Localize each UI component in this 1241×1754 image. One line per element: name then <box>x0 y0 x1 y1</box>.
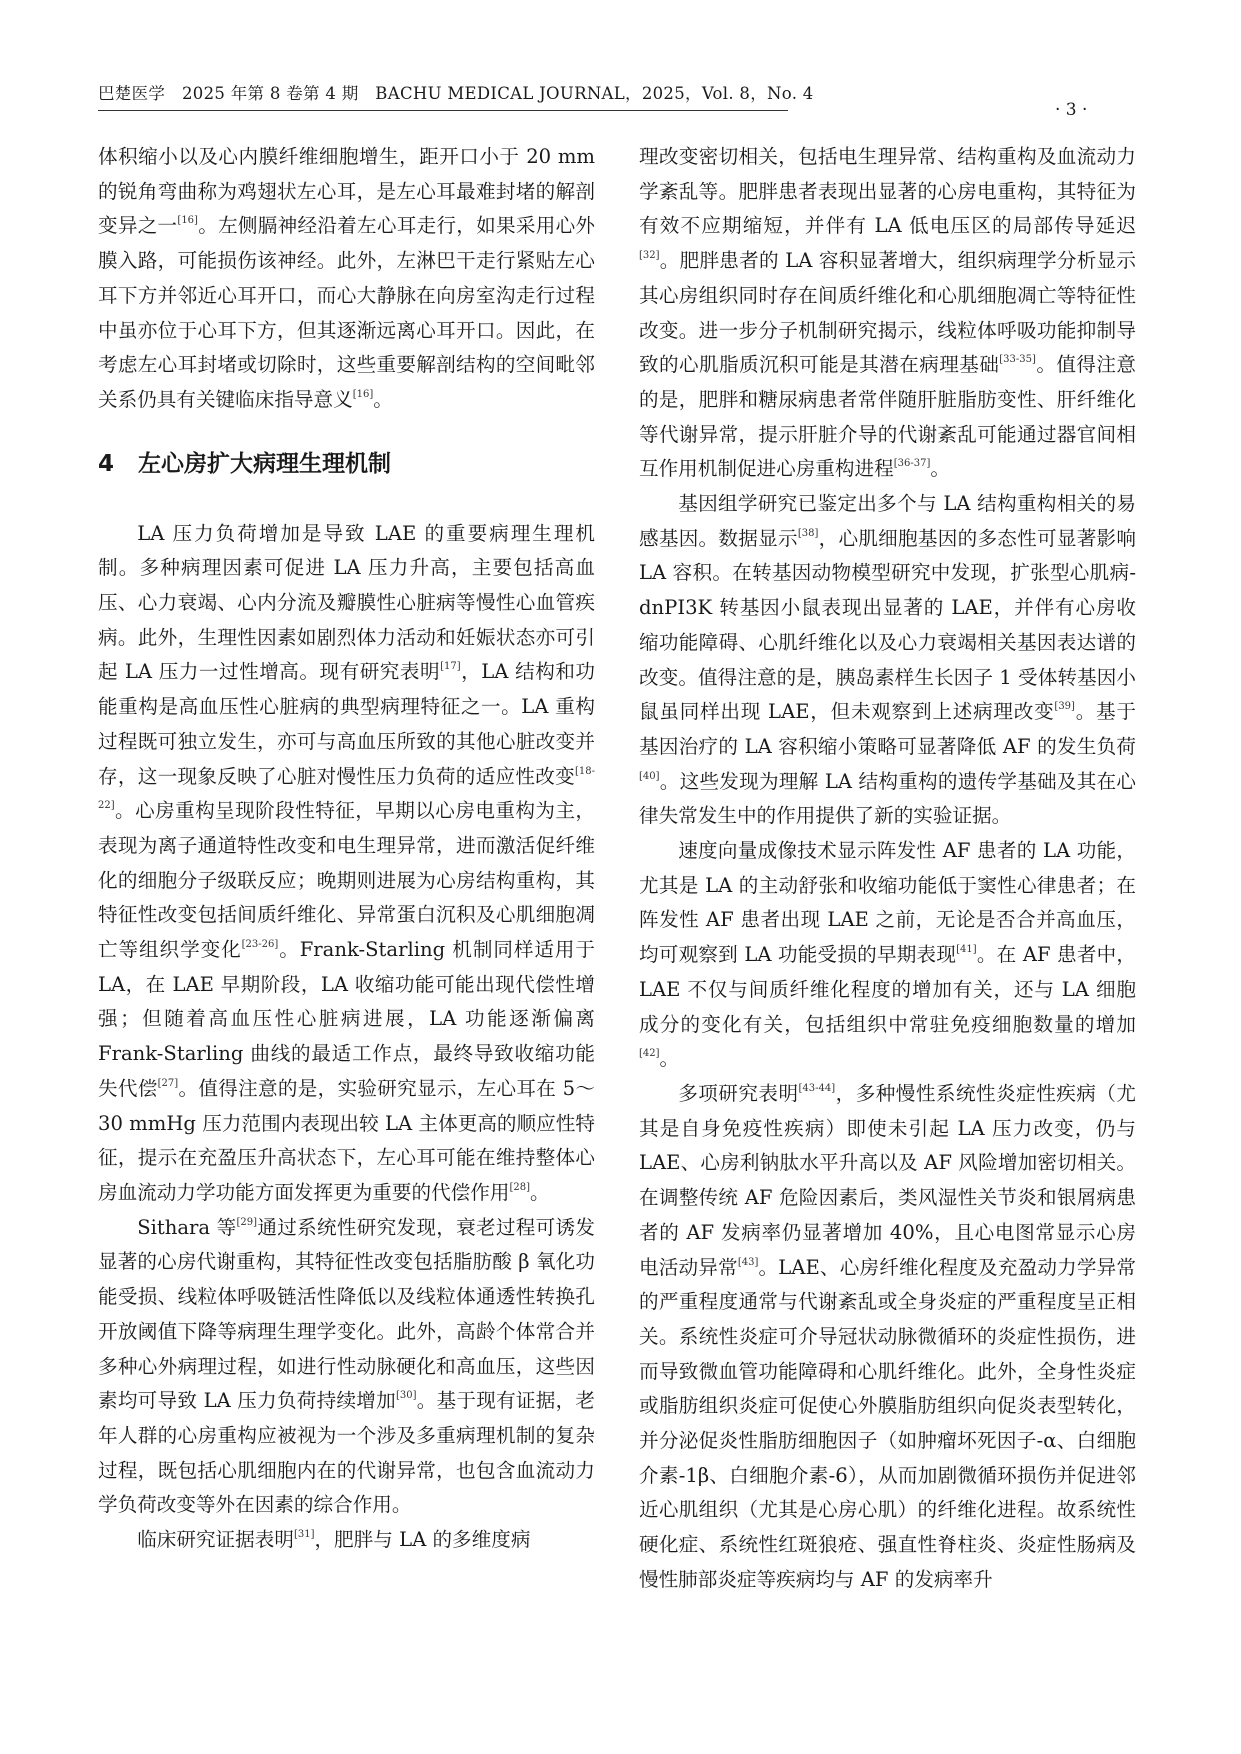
running-header: 巴楚医学 2025 年第 8 卷第 4 期 BACHU MEDICAL JOURNAL，2025，Vol. 8，No. 4 <box>98 80 788 111</box>
paragraph: LA 压力负荷增加是导致 LAE 的重要病理生理机制。多种病理因素可促进 LA 压力升高，主要包括高血压、心力衰竭、心内分流及瓣膜性心脏病等慢性心血管疾病。此外，生理性因素如剧烈体力活动和妊娠状态亦可引起 LA 压力一过性增高。现有研究表明[17]，LA 结构和功能重构是高血压性心脏病的典型病理特征之一。LA 重构过程既可独立发生，亦可与高血压所致的其他心脏改变并存，这一现象反映了心脏对慢性压力负荷的适应性改变[18-22]。心房重构呈现阶段性特征，早期以心房电重构为主，表现为离子通道特性改变和电生理异常，进而激活促纤维化的细胞分子级联反应；晚期则进展为心房结构重构，其特征性改变包括间质纤维化、异常蛋白沉积及心肌细胞凋亡等组织学变化[23-26]。Frank-Starling 机制同样适用于 LA，在 LAE 早期阶段，LA 收缩功能可能出现代偿性增强；但随着高血压性心脏病进展，LA 功能逐渐偏离 Frank-Starling 曲线的最适工作点，最终导致收缩功能失代偿[27]。值得注意的是，实验研究显示，左心耳在 5～30 mmHg 压力范围内表现出较 LA 主体更高的顺应性特征，提示在充盈压升高状态下，左心耳可能在维持整体心房血流动力学功能方面发挥更为重要的代偿作用[28]。 <box>98 521 596 1204</box>
citation[interactable]: [43-44] <box>798 1082 836 1094</box>
citation[interactable]: [43] <box>737 1256 759 1268</box>
paragraph: Sithara 等[29]通过系统性研究发现，衰老过程可诱发显著的心房代谢重构，其特征性改变包括脂肪酸 β 氧化功能受损、线粒体呼吸链活性降低以及线粒体通透性转换孔开放阈值下降等病理生理学变化。此外，高龄个体常合并多种心外病理过程，如进行性动脉硬化和高血压，这些因素均可导致 LA 压力负荷持续增加[30]。基于现有证据，老年人群的心房重构应被视为一个涉及多重病理机制的复杂过程，既包括心肌细胞内在的代谢异常，也包含血流动力学负荷改变等外在因素的综合作用。 <box>98 1215 596 1517</box>
citation[interactable]: [29] <box>236 1216 258 1228</box>
citation[interactable]: [31] <box>293 1529 315 1541</box>
citation[interactable]: [28] <box>509 1181 530 1193</box>
citation[interactable]: [36-37] <box>893 458 931 470</box>
citation[interactable]: [40] <box>639 770 660 782</box>
page-number: · 3 · <box>1055 100 1088 120</box>
paragraph: 多项研究表明[43-44]，多种慢性系统性炎症性疾病（尤其是自身免疫性疾病）即使未引起 LA 压力改变，仍与 LAE、心房利钠肽水平升高以及 AF 风险增加密切相关。在调整传统 AF 危险因素后，类风湿性关节炎和银屑病患者的 AF 发病率仍显著增加 40%，且心电图常显示心房电活动异常[43]。LAE、心房纤维化程度及充盈动力学异常的严重程度通常与代谢紊乱或全身炎症的严重程度呈正相关。系统性炎症可介导冠状动脉微循环的炎症性损伤，进而导致微血管功能障碍和心肌纤维化。此外，全身性炎症或脂肪组织炎症可促使心外膜脂肪组织向促炎表型转化，并分泌促炎性脂肪细胞因子（如肿瘤坏死因子-α、白细胞介素-1β、白细胞介素-6），从而加剧微循环损伤并促进邻近心肌组织（尤其是心房心肌）的纤维化进程。故系统性硬化症、系统性红斑狼疮、强直性脊柱炎、炎症性肠病及慢性肺部炎症等疾病均与 AF 的发病率升 <box>639 1081 1137 1591</box>
citation[interactable]: [18-22] <box>98 765 595 812</box>
paragraph: 基因组学研究已鉴定出多个与 LA 结构重构相关的易感基因。数据显示[38]，心肌细胞基因的多态性可显著影响 LA 容积。在转基因动物模型研究中发现，扩张型心肌病-dnPI3K 转基因小鼠表现出显著的 LAE，并伴有心房收缩功能障碍、心肌纤维化以及心力衰竭相关基因表达谱的改变。值得注意的是，胰岛素样生长因子 1 受体转基因小鼠虽同样出现 LAE，但未观察到上述病理改变[39]。基于基因治疗的 LA 容积缩小策略可显著降低 AF 的发生负荷[40]。这些发现为理解 LA 结构重构的遗传学基础及其在心律失常发生中的作用提供了新的实验证据。 <box>639 492 1137 828</box>
citation[interactable]: [16] <box>177 215 198 227</box>
citation[interactable]: [17] <box>440 661 461 673</box>
citation[interactable]: [27] <box>157 1077 179 1089</box>
citation[interactable]: [32] <box>639 250 660 262</box>
paragraph: 理改变密切相关，包括电生理异常、结构重构及血流动力学紊乱等。肥胖患者表现出显著的心房电重构，其特征为有效不应期缩短，并伴有 LA 低电压区的局部传导延迟[32]。肥胖患者的 LA 容积显著增大，组织病理学分析显示其心房组织同时存在间质纤维化和心肌细胞凋亡等特征性改变。进一步分子机制研究揭示，线粒体呼吸功能抑制导致的心肌脂质沉积可能是其潜在病理基础[33-35]。值得注意的是，肥胖和糖尿病患者常伴随肝脏脂肪变性、肝纤维化等代谢异常，提示肝脏介导的代谢紊乱可能通过器官间相互作用机制促进心房重构进程[36-37]。 <box>639 145 1136 481</box>
citation[interactable]: [30] <box>395 1390 417 1402</box>
paragraph: 速度向量成像技术显示阵发性 AF 患者的 LA 功能，尤其是 LA 的主动舒张和收缩功能低于窦性心律患者；在阵发性 AF 患者出现 LAE 之前，无论是否合并高血压，均可观察到 LA 功能受损的早期表现[41]。在 AF 患者中，LAE 不仅与间质纤维化程度的增加有关，还与 LA 细胞成分的变化有关，包括组织中常驻免疫细胞数量的增加[42]。 <box>639 839 1136 1071</box>
citation[interactable]: [42] <box>639 1048 660 1060</box>
right-column <box>639 140 1136 1598</box>
citation[interactable]: [23-26] <box>241 939 279 951</box>
citation[interactable]: [33-35] <box>999 354 1036 366</box>
paragraph: 临床研究证据表明[31]，肥胖与 LA 的多维度病 <box>137 1528 531 1552</box>
citation[interactable]: [16] <box>352 388 374 400</box>
section-heading: 4 左心房扩大病理生理机制 <box>98 450 391 477</box>
paragraph: 体积缩小以及心内膜纤维细胞增生，距开口小于 20 mm 的锐角弯曲称为鸡翅状左心耳，是左心耳最难封堵的解剖变异之一[16]。左侧膈神经沿着左心耳走行，如果采用心外膜入路，可能损伤该神经。此外，左淋巴干走行紧贴左心耳下方并邻近心耳开口，而心大静脉在向房室沟走行过程中虽亦位于心耳下方，但其逐渐远离心耳开口。因此，在考虑左心耳封堵或切除时，这些重要解剖结构的空间毗邻关系仍具有关键临床指导意义[16]。 <box>98 145 596 411</box>
citation[interactable]: [41] <box>956 944 977 956</box>
citation[interactable]: [39] <box>1054 701 1075 713</box>
left-column <box>98 140 595 1558</box>
citation[interactable]: [38] <box>797 527 819 539</box>
